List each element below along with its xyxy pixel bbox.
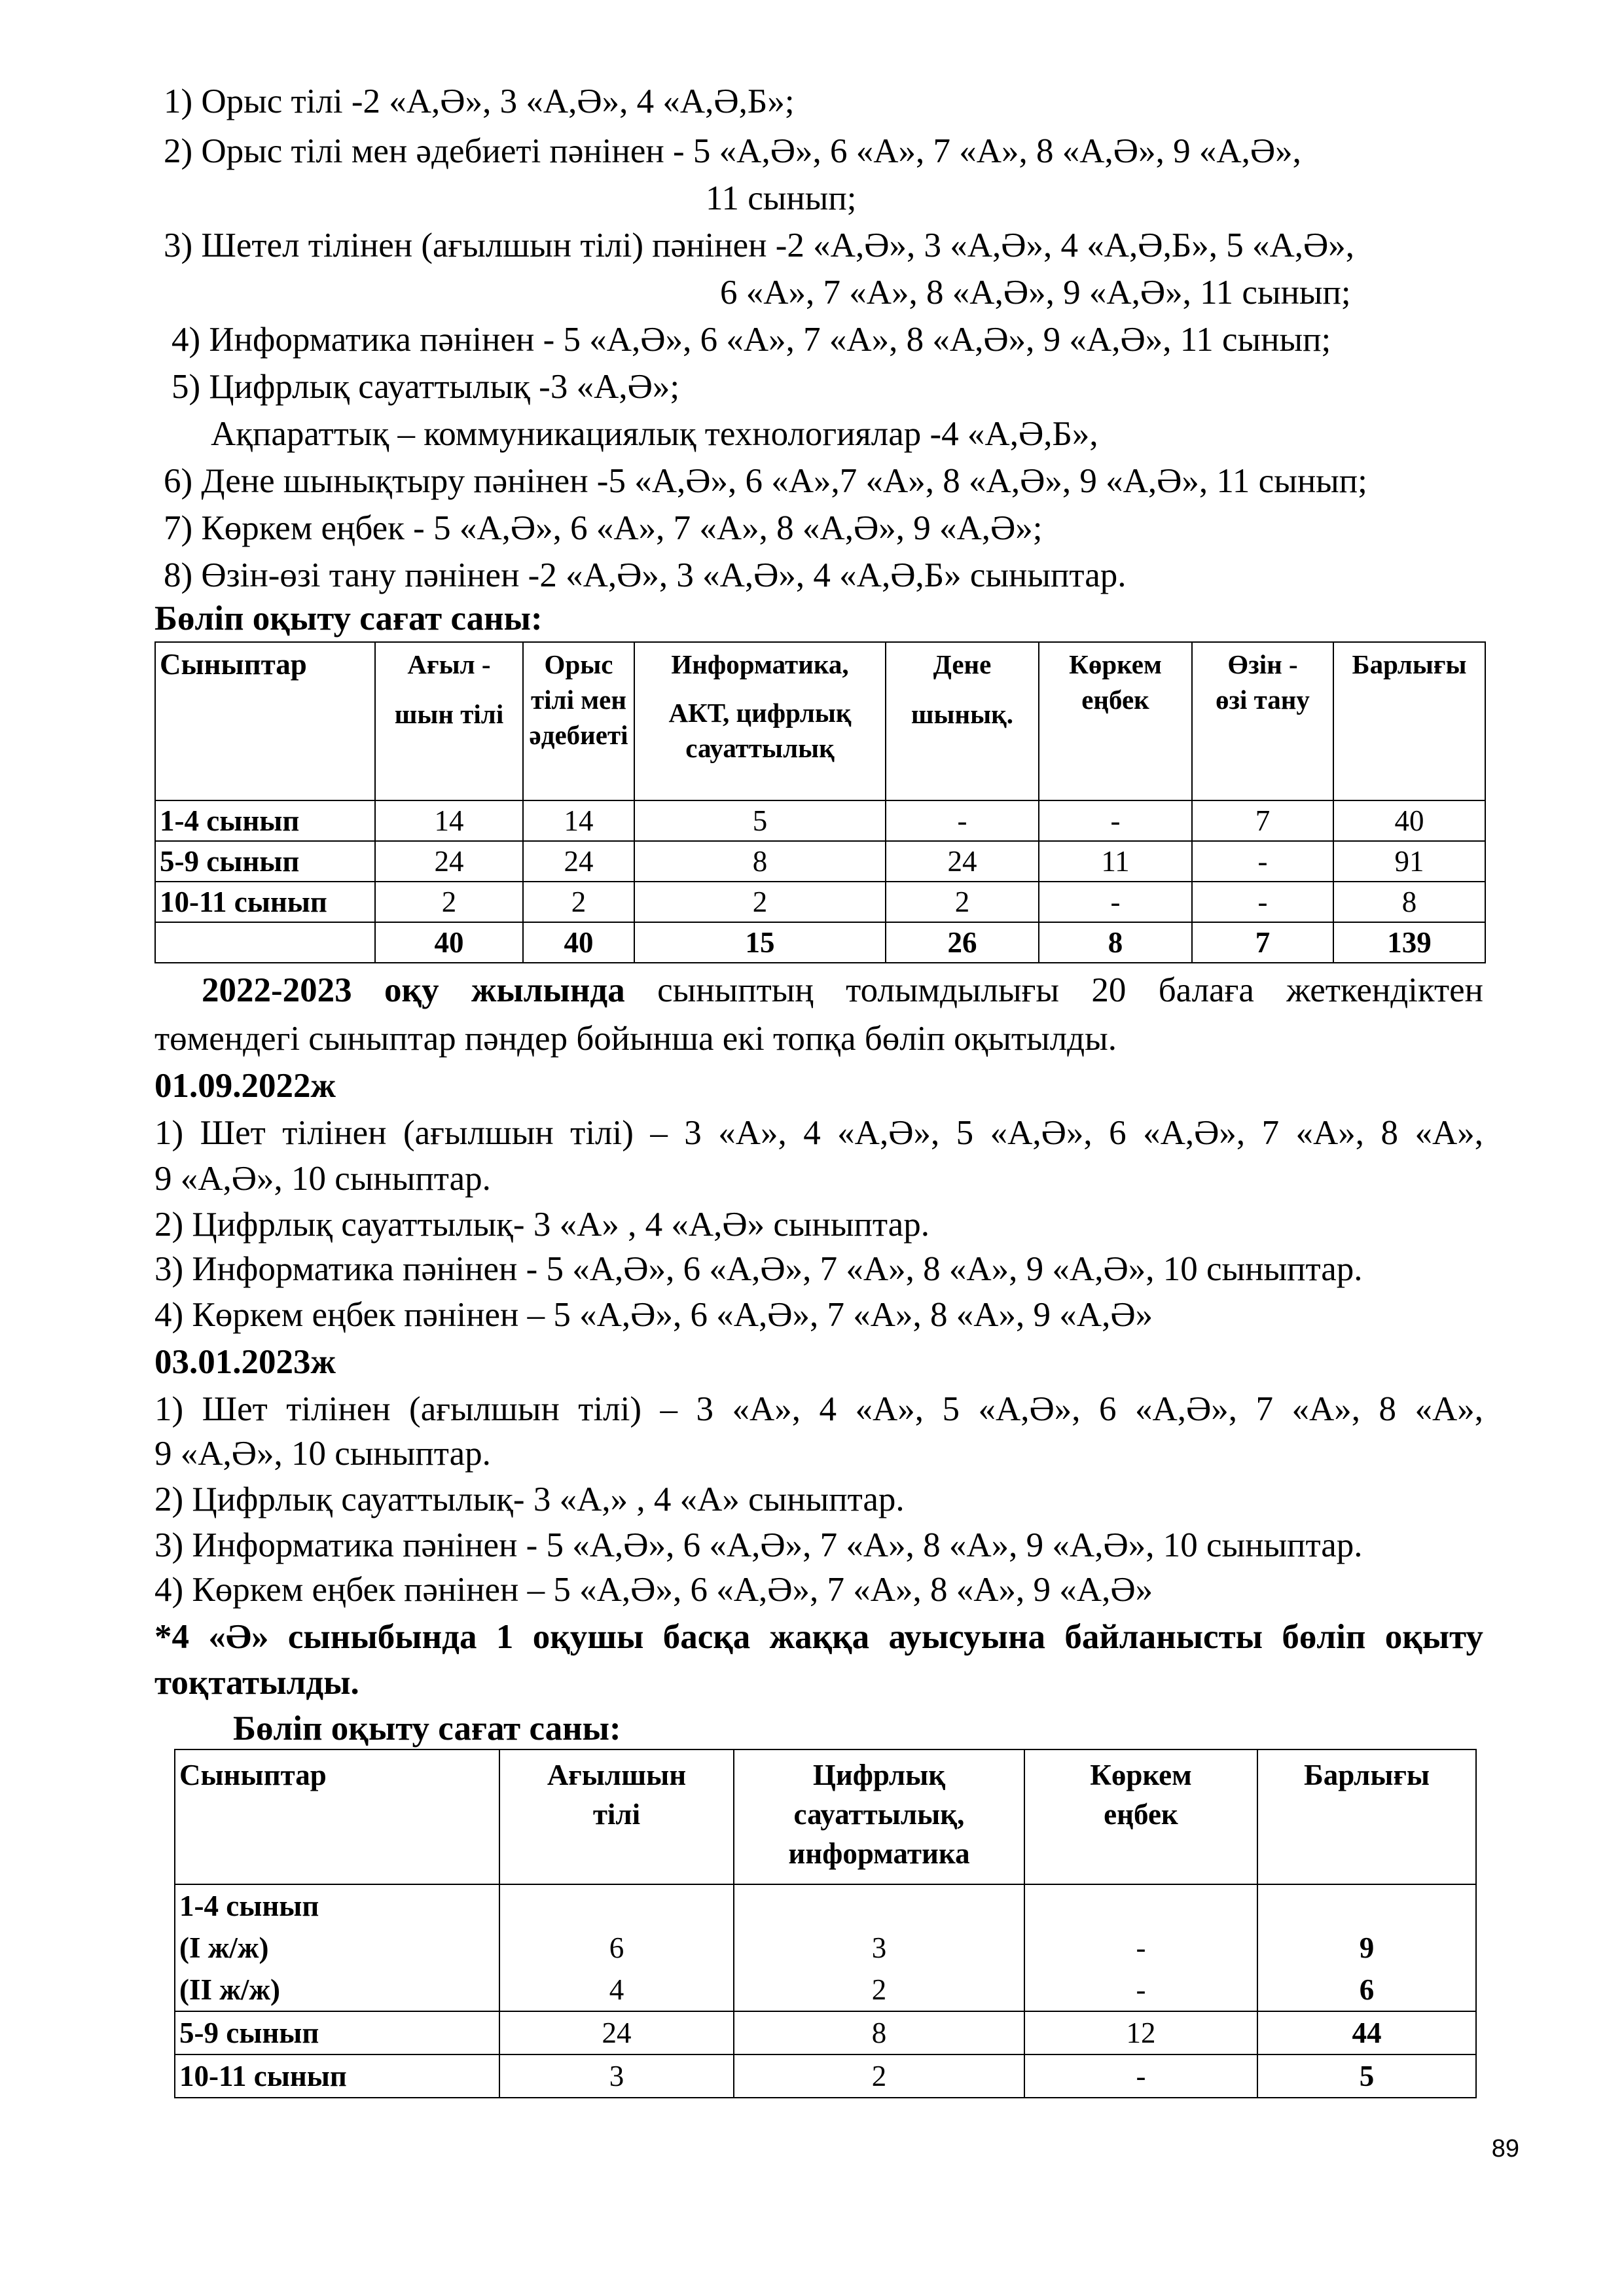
table-cell: 5 [634,800,886,841]
row-header: 10-11 сынып [155,882,375,922]
table-cell: - [1192,841,1333,882]
table-cell: 2 [734,2054,1024,2098]
table-cell: 91 [1333,841,1485,882]
table-cell: 2 [523,882,634,922]
list-item-continuation: 9 «А,Ә», 10 сыныптар. [154,1160,491,1198]
column-header: Ағылшын тілі [499,1749,734,1884]
table-cell: 5 [1257,2054,1476,2098]
list-item: 7) Көркем еңбек - 5 «А,Ә», 6 «А», 7 «А», 8 «А,Ә», 9 «А,Ә»; [164,509,1043,547]
list-item: 4) Информатика пәнінен - 5 «А,Ә», 6 «А», 7 «А», 8 «А,Ә», 9 «А,Ә», 11 сынып; [171,321,1331,359]
column-header: Информатика, АКТ, цифрлық сауаттылық [634,642,886,800]
table-cell: 8 [734,2011,1024,2054]
list-item: 8) Өзін-өзі тану пәнінен -2 «А,Ә», 3 «А,Ә», 4 «А,Ә,Б» сыныптар. [164,556,1127,594]
list-item: 4) Көркем еңбек пәнінен – 5 «А,Ә», 6 «А,Ә», 7 «А», 8 «А», 9 «А,Ә» [154,1571,1153,1609]
hours-table-2 [174,1749,1477,2098]
table-cell: 9 6 [1257,1884,1476,2011]
totals-row [155,922,1485,963]
list-item-continuation: 11 сынып; [706,179,857,217]
list-item: 2) Цифрлық сауаттылық- 3 «А,» , 4 «А» сыныптар. [154,1480,905,1518]
table-row [155,882,1485,922]
row-header: 1-4 сынып [155,800,375,841]
list-item: 2) Орыс тілі мен әдебиеті пәнінен - 5 «А,Ә», 6 «А», 7 «А», 8 «А,Ә», 9 «А,Ә», [164,132,1301,170]
table-cell: - [1192,882,1333,922]
table-cell: 8 [1333,882,1485,922]
column-header: Орыс тілі мен әдебиеті [523,642,634,800]
row-header [155,922,375,963]
column-header: Ағыл - шын тілі [375,642,523,800]
table-header-row [175,1749,1476,1884]
hours-table-1 [154,641,1486,963]
column-header: Өзін - өзі тану [1192,642,1333,800]
column-header: Барлығы [1257,1749,1476,1884]
column-header: Барлығы [1333,642,1485,800]
column-header: Сыныптар [175,1749,499,1884]
table-cell: 24 [499,2011,734,2054]
column-header: Цифрлық сауаттылық, информатика [734,1749,1024,1884]
table-cell: 40 [375,922,523,963]
table-cell: 26 [886,922,1039,963]
table-cell: 24 [375,841,523,882]
table-cell: 2 [886,882,1039,922]
table-cell: - [1024,2054,1257,2098]
table-cell: 8 [1039,922,1192,963]
table-row [175,2011,1476,2054]
table-cell: 7 [1192,922,1333,963]
column-header: Дене шынық. [886,642,1039,800]
table-cell: 2 [375,882,523,922]
list-item-continuation: 6 «А», 7 «А», 8 «А,Ә», 9 «А,Ә», 11 сынып; [720,274,1351,312]
list-item: 5) Цифрлық сауаттылық -3 «А,Ә»; [171,368,680,406]
list-item: 1) Шет тілінен (ағылшын тілі) – 3 «А», 4 «А,Ә», 5 «А,Ә», 6 «А,Ә», 7 «А», 8 «А», [154,1114,1483,1152]
date-heading: 03.01.2023ж [154,1343,336,1381]
table-cell: 40 [523,922,634,963]
table-cell: 6 4 [499,1884,734,2011]
row-header: 5-9 сынып [155,841,375,882]
table-cell: 2 [634,882,886,922]
table-cell: 14 [375,800,523,841]
table-cell: 12 [1024,2011,1257,2054]
section-heading: Бөліп оқыту сағат саны: [233,1710,621,1748]
table-cell: 14 [523,800,634,841]
table-cell: 24 [886,841,1039,882]
page-number: 89 [1491,2135,1519,2162]
paragraph-line: төмендегі сыныптар пәндер бойынша екі топқа бөліп оқытылды. [154,1020,1117,1058]
date-heading: 01.09.2022ж [154,1067,336,1105]
table-cell: 44 [1257,2011,1476,2054]
table-row [155,800,1485,841]
table-cell: - [886,800,1039,841]
table-header-row [155,642,1485,800]
table-cell: - [1039,800,1192,841]
table-cell: 15 [634,922,886,963]
list-item: 4) Көркем еңбек пәнінен – 5 «А,Ә», 6 «А,Ә», 7 «А», 8 «А», 9 «А,Ә» [154,1296,1153,1334]
table-cell: 8 [634,841,886,882]
table-row [175,1884,1476,2011]
paragraph-line: 2022-2023 оқу жылында сыныптың толымдылығы 20 балаға жеткендіктен [202,971,1483,1009]
row-header: 10-11 сынып [175,2054,499,2098]
list-item: 1) Орыс тілі -2 «А,Ә», 3 «А,Ә», 4 «А,Ә,Б»; [164,82,795,120]
table-row [155,841,1485,882]
column-header: Көркем еңбек [1024,1749,1257,1884]
table-cell: 40 [1333,800,1485,841]
list-item: 6) Дене шынықтыру пәнінен -5 «А,Ә», 6 «А»,7 «А», 8 «А,Ә», 9 «А,Ә», 11 сынып; [164,462,1367,500]
section-heading: Бөліп оқыту сағат саны: [154,600,543,637]
list-item: 2) Цифрлық сауаттылық- 3 «А» , 4 «А,Ә» сыныптар. [154,1206,929,1244]
column-header: Сыныптар [155,642,375,800]
table-cell: - [1039,882,1192,922]
table-cell: 139 [1333,922,1485,963]
note-line: тоқтатылды. [154,1664,359,1702]
list-item: 3) Информатика пәнінен - 5 «А,Ә», 6 «А,Ә», 7 «А», 8 «А», 9 «А,Ә», 10 сыныптар. [154,1526,1363,1564]
table-cell: 11 [1039,841,1192,882]
list-item-continuation: 9 «А,Ә», 10 сыныптар. [154,1435,491,1473]
table-cell: - - [1024,1884,1257,2011]
list-item: 1) Шет тілінен (ағылшын тілі) – 3 «А», 4 «А», 5 «А,Ә», 6 «А,Ә», 7 «А», 8 «А», [154,1390,1483,1428]
list-item: 3) Информатика пәнінен - 5 «А,Ә», 6 «А,Ә», 7 «А», 8 «А», 9 «А,Ә», 10 сыныптар. [154,1250,1363,1288]
list-item-continuation: Ақпараттық – коммуникациялық технологиялар -4 «А,Ә,Б», [211,415,1098,453]
table-cell: 7 [1192,800,1333,841]
note-line: *4 «Ә» сыныбында 1 оқушы басқа жаққа ауысуына байланысты бөліп оқыту [154,1618,1483,1656]
table-row [175,2054,1476,2098]
column-header: Көркем еңбек [1039,642,1192,800]
table-cell: 3 [499,2054,734,2098]
row-header: 5-9 сынып [175,2011,499,2054]
list-item: 3) Шетел тілінен (ағылшын тілі) пәнінен -2 «А,Ә», 3 «А,Ә», 4 «А,Ә,Б», 5 «А,Ә», [164,226,1355,264]
row-header: 1-4 сынып (І ж/ж) (ІІ ж/ж) [175,1884,499,2011]
table-cell: 3 2 [734,1884,1024,2011]
table-cell: 24 [523,841,634,882]
